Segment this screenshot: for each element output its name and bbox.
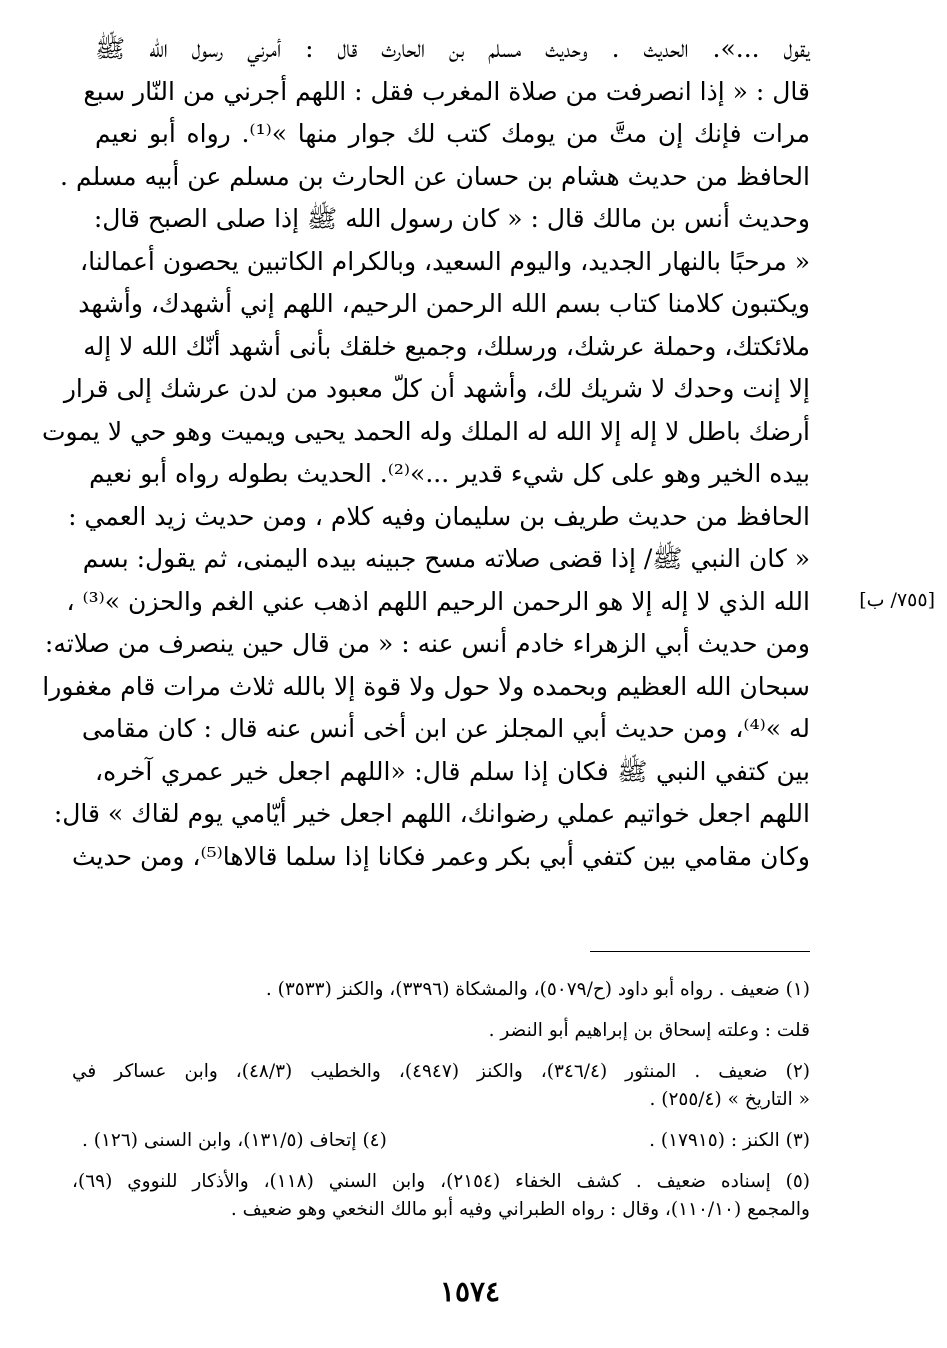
text-line: الحافظ من حديث هشام بن حسان عن الحارث بن مسلم عن أبيه مسلم .	[60, 161, 810, 191]
text-line: مرات فإنك إن متَّ من يومك كتب لك جوار منها »⁽¹⁾. رواه أبو نعيم	[95, 119, 811, 148]
footnote-3: (٣) الكنز : (١٧٩١٥) .	[649, 1130, 810, 1151]
page-number: ١٥٧٤	[439, 1275, 501, 1308]
footnotes-3-4	[72, 1127, 810, 1155]
text-line: الحافظ من حديث طريف بن سليمان وفيه كلام ، ومن حديث زيد العمي :	[68, 501, 810, 531]
manuscript-folio-marker: [٧٥٥/ ب]	[859, 589, 935, 611]
footnote-1: (١) ضعيف . رواه أبو داود (ح/٥٠٧٩)، والمشكاة (٣٣٩٦)، والكنز (٣٥٣٣) .	[265, 979, 810, 1000]
main-text	[42, 28, 811, 878]
text-line: ملائكتك، وحملة عرشك، ورسلك، وجميع خلقك بأنى أشهد أنّك الله لا إله	[83, 331, 810, 361]
footnote-5-cont: والمجمع (١١٠/١٠)، وقال : رواه الطبراني وفيه أبو مالك النخعي وهو ضعيف .	[230, 1199, 810, 1220]
text-line: « مرحبًا بالنهار الجديد، واليوم السعيد، وبالكرام الكاتبين يحصون أعمالنا،	[80, 246, 810, 276]
text-line: الله الذي لا إله إلا هو الرحمن الرحيم اللهم اذهب عني الغم والحزن »⁽³⁾ ،	[66, 586, 810, 616]
footnote-4: (٤) إتحاف (١٣١/٥)، وابن السنى (١٢٦) .	[82, 1130, 387, 1151]
text-line: سبحان الله العظيم وبحمده ولا حول ولا قوة إلا بالله ثلاث مرات قام مغفورا	[42, 671, 810, 701]
text-line: وكان مقامي بين كتفي أبي بكر وعمر فكانا إذا سلما قالاها⁽⁵⁾، ومن حديث	[71, 841, 810, 871]
footnote-separator	[590, 951, 810, 952]
text-line: إلا إنت وحدك لا شريك لك، وأشهد أن كلّ معبود من لدن عرشك إلى قرار	[63, 374, 810, 403]
footnote-2-cont: « التاريخ » (٢٥٥/٤) .	[649, 1089, 810, 1110]
text-line: ويكتبون كلامنا كتاب بسم الله الرحمن الرحيم، اللهم إني أشهدك، وأشهد	[78, 289, 810, 318]
footnote-5: (٥) إسناده ضعيف . كشف الخفاء (٢١٥٤)، وابن السني (١١٨)، والأذكار للنووي (٦٩)،	[72, 1171, 810, 1192]
text-line: أرضك باطل لا إله إلا الله له الملك وله الحمد يحيى ويميت وهو حي لا يموت	[42, 416, 810, 446]
text-line: بين كتفي النبي ﷺ فكان إذا سلم قال: «اللهم اجعل خير عمري آخره،	[95, 756, 810, 786]
text-line: ومن حديث أبي الزهراء خادم أنس عنه : « من قال حين ينصرف من صلاته:	[44, 629, 810, 658]
text-line: بيده الخير وهو على كل شيء قدير ...»⁽²⁾. الحديث بطوله رواه أبو نعيم	[89, 459, 810, 488]
text-line: قال : « إذا انصرفت من صلاة المغرب فقل : اللهم أجرني من النّار سبع	[83, 76, 810, 106]
footnote-1-remark: قلت : وعلته إسحاق بن إبراهيم أبو النضر .	[488, 1020, 810, 1041]
text-line: اللهم اجعل خواتيم عملي رضوانك، اللهم اجعل خير أيّامي يوم لقاك » قال:	[53, 799, 810, 828]
text-line: يقول ...». الحديث . وحديث مسلم بن الحارث قال : أمرني رسول الله ﷺ	[95, 34, 810, 63]
text-line: وحديث أنس بن مالك قال : « كان رسول الله ﷺ إذا صلى الصبح قال:	[93, 204, 810, 233]
footnotes	[72, 976, 810, 1224]
footnote-2: (٢) ضعيف . المنثور (٣٤٦/٤)، والكنز (٤٩٤٧)، والخطيب (٤٨/٣)، وابن عساكر في	[72, 1061, 810, 1082]
text-line: له »⁽⁴⁾، ومن حديث أبي المجلز عن ابن أخى أنس عنه قال : كان مقامى	[81, 714, 810, 743]
text-line: « كان النبي ﷺ/ إذا قضى صلاته مسح جبينه بيده اليمنى، ثم يقول: بسم	[82, 544, 810, 573]
